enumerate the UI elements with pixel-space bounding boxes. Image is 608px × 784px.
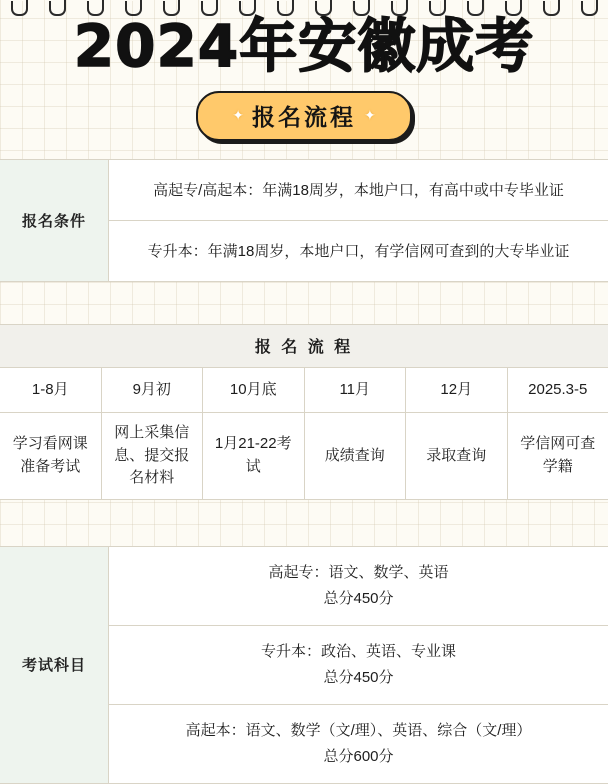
table-cell: 成绩查询 xyxy=(305,413,407,499)
table-row: 高起专/高起本：年满18周岁，本地户口，有高中或中专毕业证 xyxy=(109,160,608,220)
gap xyxy=(0,141,608,159)
process-task-row xyxy=(0,413,608,499)
process-title: 报 名 流 程 xyxy=(0,325,608,368)
subjects-table xyxy=(0,546,608,784)
subject-score: 总分450分 xyxy=(323,667,393,689)
table-cell: 12月 xyxy=(406,368,508,412)
sparkle-icon: ✦ xyxy=(364,107,376,124)
table-cell: 学信网可查学籍 xyxy=(508,413,608,499)
conditions-body xyxy=(109,160,608,281)
subject-score: 总分450分 xyxy=(323,588,393,610)
conditions-table xyxy=(0,159,608,282)
table-cell: 9月初 xyxy=(102,368,204,412)
gap xyxy=(0,500,608,546)
subject-line: 高起专：语文、数学、英语 xyxy=(268,562,448,584)
conditions-label: 报名条件 xyxy=(0,160,109,281)
subjects-body xyxy=(109,547,608,783)
gap xyxy=(0,282,608,324)
table-cell: 1月21-22考试 xyxy=(203,413,305,499)
subjects-label: 考试科目 xyxy=(0,547,109,783)
table-row: 专升本：年满18周岁，本地户口，有学信网可查到的大专毕业证 xyxy=(109,220,608,281)
process-table xyxy=(0,324,608,500)
table-row xyxy=(109,625,608,704)
status-badge xyxy=(196,91,412,141)
header xyxy=(0,0,608,141)
subject-line: 专升本：政治、英语、专业课 xyxy=(261,641,456,663)
table-cell: 网上采集信息、提交报名材料 xyxy=(102,413,204,499)
table-cell: 11月 xyxy=(305,368,407,412)
table-cell: 2025.3-5 xyxy=(508,368,608,412)
page-title: 2024年安徽成考 xyxy=(0,16,608,77)
badge-label: 报名流程 xyxy=(252,99,356,132)
table-row xyxy=(109,547,608,625)
table-cell: 10月底 xyxy=(203,368,305,412)
table-row xyxy=(109,704,608,783)
table-cell: 录取查询 xyxy=(406,413,508,499)
table-cell: 学习看网课准备考试 xyxy=(0,413,102,499)
subject-line: 高起本：语文、数学（文/理）、英语、综合（文/理） xyxy=(186,720,532,742)
sparkle-icon: ✦ xyxy=(232,107,244,124)
subject-score: 总分600分 xyxy=(323,746,393,768)
process-date-row xyxy=(0,368,608,413)
table-cell: 1-8月 xyxy=(0,368,102,412)
